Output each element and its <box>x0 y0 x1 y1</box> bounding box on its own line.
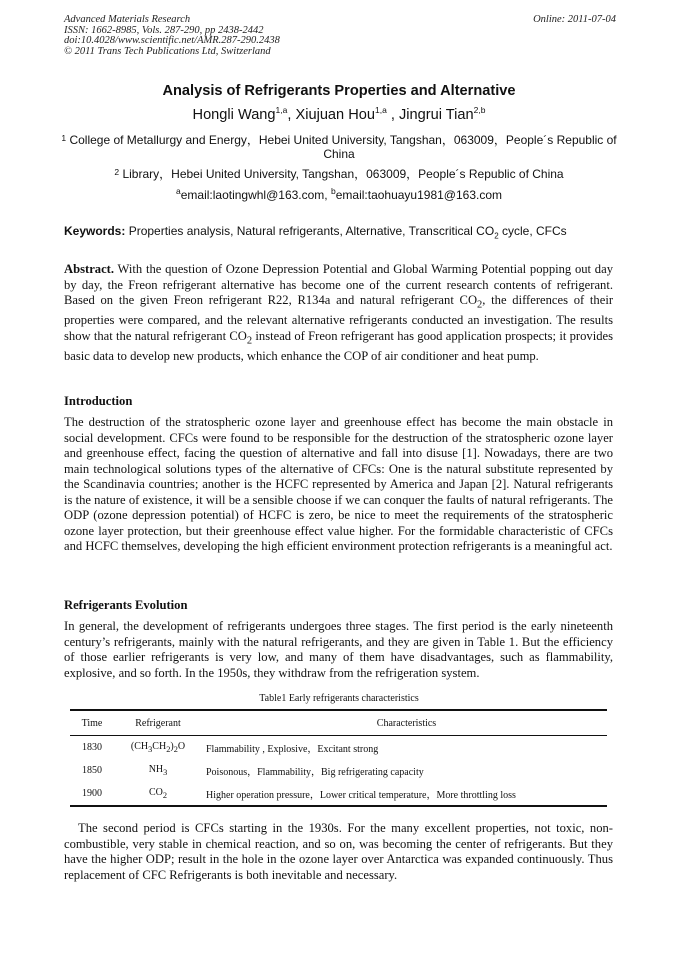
table-row <box>70 782 607 806</box>
table-row <box>70 736 607 760</box>
email-b: email:taohuayu1981@163.com <box>335 188 503 202</box>
cell-characteristics: Flammability , Explosive，Excitant strong <box>206 744 379 755</box>
abstract-sub: 2 <box>246 335 253 347</box>
author-name: Hongli Wang <box>192 107 276 123</box>
introduction-paragraph: The destruction of the stratospheric ozone layer and greenhouse effect has become the main obstacle in social development. CFCs were found to be responsible for the destruction of the stratospheric ozone layer and greenhouse effect, facing the question of alternative and fall into disuse [1]. Nowadays, there are two main technological solutions types of the alternative of CFCs: One is the natural substitute represented by the Scandinavia countries; another is the HCFC represented by America and Japan [2]. Natural refrigerants is the nature of existence, it will be a sensible choose if we can conquer the faults of natural refrigerants. The ODP (ozone depression potential) of HCFC is zero, be nice to meet the requirements of the stratospheric ozone layer protection, but their greenhouse effect value higher. For the formidable characteristic of CFCs and HCFC themselves, developing the high efficient environment protection refrigerants is a meaningful act. <box>64 415 613 553</box>
online-date: Online: 2011-07-04 <box>533 14 616 25</box>
affiliation-1 <box>60 133 618 161</box>
author-name: Xiujuan Hou <box>295 107 375 123</box>
author-separator: , <box>287 107 296 123</box>
journal-name: Advanced Materials Research <box>64 14 191 25</box>
abstract-text: With the question of Ozone Depression Potential and Global Warming Potential popping out day by day, the Freon refrigerant alternative has become one of the current research contents of refrigerant. Based on the given Freon refrigerant R22, R134a and natural refrigerant CO <box>64 262 613 307</box>
table-row <box>70 759 607 782</box>
table-header-time: Time <box>70 710 114 736</box>
author-name: Jingrui Tian <box>399 107 474 123</box>
table-header-row <box>70 710 607 736</box>
author-list <box>0 107 678 123</box>
affiliation-text: Library，Hebei United University, Tangshan，063009，People´s Republic of China <box>122 167 564 181</box>
section-heading-introduction: Introduction <box>64 394 133 408</box>
affiliation-sup: 2 <box>114 167 120 177</box>
author-emails <box>0 188 678 202</box>
table-header-characteristics: Characteristics <box>202 710 607 736</box>
email-sup: a <box>175 186 181 196</box>
cell-characteristics: Poisonous，Flammability，Big refrigerating capacity <box>206 767 424 778</box>
author-sup: 1,a <box>375 105 387 115</box>
author-separator: , <box>386 107 399 123</box>
keywords-text: Properties analysis, Natural refrigerants, Alternative, Transcritical CO <box>128 224 495 238</box>
cell-time: 1830 <box>82 742 102 753</box>
second-period-paragraph <box>64 821 613 883</box>
doi-line: doi:10.4028/www.scientific.net/AMR.287-290.2438 <box>64 35 280 47</box>
author-sup: 2,b <box>473 105 486 115</box>
abstract-text: , the differences of their properties were compared, and the relevant alternative refrigerants conducted an investigation. The results show that the natural refrigerant CO <box>64 293 614 343</box>
second-period-text: The second period is CFCs starting in the 1930s. For the many excellent properties, not toxic, non-combustible, very stable in chemical reaction, and so on, was becoming the center of refrigerants. But they have the higher ODP; result in the hole in the ozone layer over Antarctica was expanded continuously. Thus replacement of CFC Refrigerants is both inevitable and necessary. <box>64 821 613 882</box>
abstract-label: Abstract. <box>64 262 115 276</box>
paper-title: Analysis of Refrigerants Properties and Alternative <box>162 83 516 99</box>
table-header-refrigerant: Refrigerant <box>114 710 202 736</box>
table-early-refrigerants <box>70 709 607 807</box>
cell-time: 1850 <box>82 765 102 776</box>
keywords <box>64 224 620 240</box>
cell-time: 1900 <box>70 782 114 806</box>
issn-line: ISSN: 1662-8985, Vols. 287-290, pp 2438-2442 <box>64 24 264 36</box>
affiliation-sup: 1 <box>61 133 67 143</box>
keywords-sub: 2 <box>494 231 499 241</box>
email-a: email:laotingwhl@163.com, <box>180 188 331 202</box>
keywords-text-end: cycle, CFCs <box>498 224 567 238</box>
keywords-label: Keywords: <box>64 224 126 238</box>
affiliation-text: College of Metallurgy and Energy，Hebei United University, Tangshan，063009，People´s Republic of China <box>69 133 617 161</box>
table-caption: Table1 Early refrigerants characteristics <box>259 693 419 704</box>
abstract-text: instead of Freon refrigerant has good application prospects; it provides basic data to develop new products, which enhance the COP of air conditioner and heat pump. <box>64 328 613 363</box>
cell-refrigerant: $(CH_3CH_2)_2O$ <box>130 741 186 754</box>
abstract-sub: 2 <box>477 299 483 311</box>
affiliation-2 <box>0 167 678 181</box>
evolution-paragraph: In general, the development of refrigerants undergoes three stages. The first period is the early nineteenth century’s refrigerants, mainly with the natural refrigerants, and they are given in Table 1. But the efficiency of those earlier refrigerants is very low, and many of them have disadvantages, such as flammability, explosive, and so forth. In the 1950s, they withdraw from the refrigeration system. <box>64 619 613 680</box>
journal-header <box>64 15 280 57</box>
cell-refrigerant: $CO_2$ <box>114 782 202 806</box>
author-sup: 1,a <box>275 105 288 115</box>
copyright-line: © 2011 Trans Tech Publications Ltd, Switzerland <box>64 45 271 57</box>
section-heading-evolution: Refrigerants Evolution <box>64 598 188 612</box>
cell-characteristics: Higher operation pressure，Lower critical temperature，More throttling loss <box>202 782 607 806</box>
cell-refrigerant: $NH_3$ <box>148 764 168 777</box>
abstract <box>64 262 613 364</box>
email-sup: b <box>330 186 336 196</box>
